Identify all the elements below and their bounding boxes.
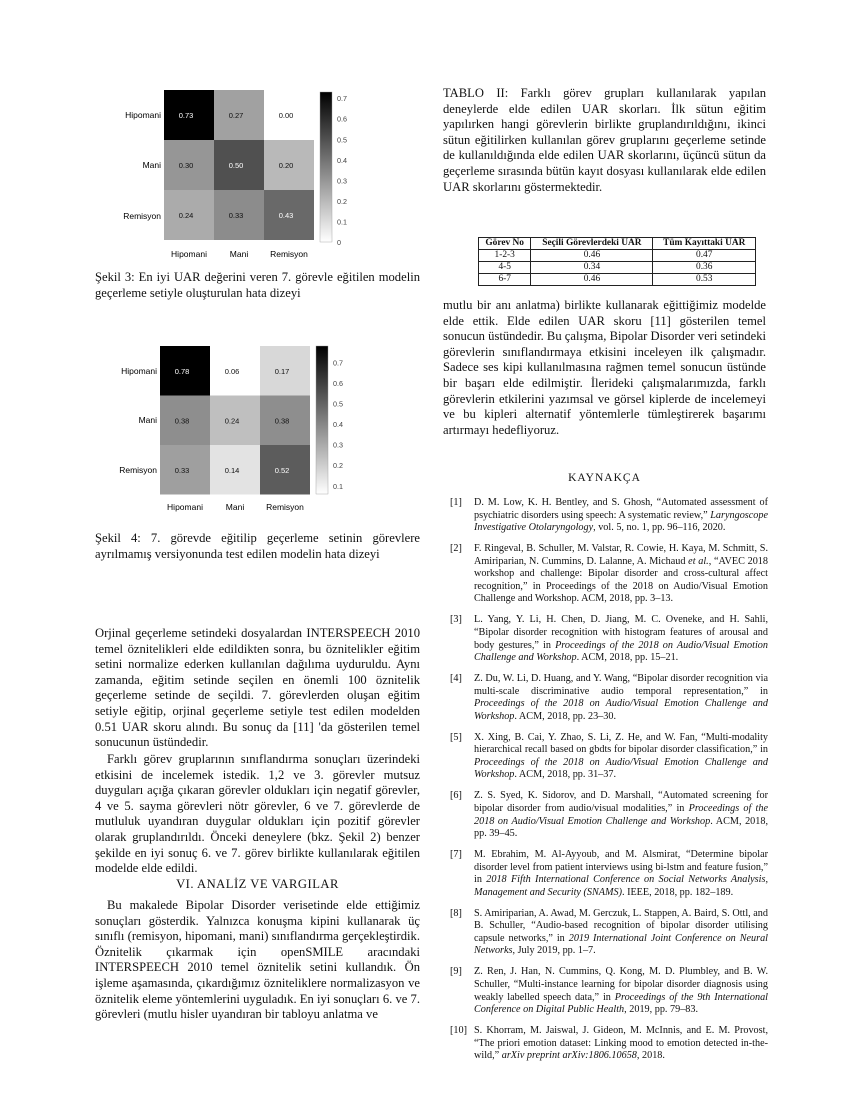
heatmap-cell-value: 0.38: [274, 416, 290, 426]
reference-number: [3]: [450, 614, 462, 626]
table-header: Tüm Kayıttaki UAR: [653, 238, 756, 250]
reference-text: Z. Du, W. Li, D. Huang, and Y. Wang, “Bipolar disorder recognition via multi-scale discriminative audio temporal representation,” in Proceedings of the 2018 on Audio/Visual Emotion Challenge and Workshop. ACM, 2018, pp. 23–30.: [474, 673, 768, 722]
colorbar: [320, 92, 332, 242]
reference-text: Z. S. Syed, K. Sidorov, and D. Marshall, “Automated screening for bipolar disorder from audio/visual modalities,” in Proceedings of the 2018 on Audio/Visual Emotion Challenge and Workshop. ACM, 2018, pp. 39–45.: [474, 790, 768, 840]
figure4-caption: Şekil 4: 7. görevde eğitilip geçerleme setinin görevlere ayrılmamış versiyonunda test edilen modelin hata dizeyi: [95, 531, 420, 561]
fig4-col-label: Mani: [225, 502, 245, 512]
colorbar-tick: 0.3: [337, 176, 347, 186]
reference-text: Z. Ren, J. Han, N. Cummins, Q. Kong, M. D. Plumbley, and B. W. Schuller, “Multi-instance learning for bipolar disorder diagnosis using weakly labelled speech data,” in Proceedings of the 9th International Conference on Digital Public Health, 2019, pp. 79–83.: [474, 966, 768, 1016]
table-caption: TABLO II: Farklı görev grupları kullanılarak yapılan deneylerde elde edilen UAR skorları. İlk sütun eğitim yapılırken hangi görevlerin birlikte gruplandırıldığını, ikinci sütun eğitilirken kullanılan görev gruplarını geçerleme setinde de kullanıldığında elde edilen UAR skorlarını, üçüncü sütun da geçerleme sırasında bütün kayıt dosyası kullanılarak elde edilen UAR skorlarını göstermektedir.: [443, 86, 766, 194]
reference-item: [450, 732, 768, 782]
reference-text: M. Ebrahim, M. Al-Ayyoub, and M. Alsmirat, “Determine bipolar disorder level from patient interviews using bi-lstm and feature fusion,” in 2018 Fifth International Conference on Social Networks Analysis, Management and Security (SNAMS). IEEE, 2018, pp. 182–189.: [474, 849, 768, 898]
paragraph: Orjinal geçerleme setindeki dosyalardan INTERSPEECH 2010 temel öznitelikleri elde edildikten sonra, bu öznitelikler eğitim setini normalize ederken kullanılan dağılıma uyduruldu. Aynı zamanda, eğitim setinde seçilen en önemli 100 öznitelik geçerleme setinde de seçildi. 7. görevlerden oluşan eğitim setiyle eğitip, orjinal geçerleme setiyle test edilen modelden 0.51 UAR skoru alındı. Bu sonuç da [11] 'da gösterilen temel sonucunun üstündedir.: [95, 626, 420, 750]
colorbar-tick: 0: [337, 238, 341, 247]
reference-number: [4]: [450, 673, 462, 685]
reference-text: F. Ringeval, B. Schuller, M. Valstar, R. Cowie, H. Kaya, M. Schmitt, S. Amiriparian, N. Cummins, D. Lalanne, A. Michaud et al., “AVEC 2018 workshop and challenge: Bipolar disorder and cross-cultural affect recognition,” in Proceedings of the 2018 on Audio/Visual Emotion Challenge and Workshop. ACM, 2018, pp. 3–13.: [474, 543, 768, 605]
references-title: KAYNAKÇA: [568, 472, 641, 484]
table-cell: 4-5: [479, 262, 531, 274]
section-title: VI. ANALİZ VE VARGILAR: [176, 877, 339, 891]
reference-number: [9]: [450, 966, 462, 978]
colorbar-tick: 0.6: [333, 379, 343, 388]
colorbar-tick: 0.5: [333, 399, 343, 409]
fig3-row-label: Mani: [142, 160, 161, 170]
reference-item: [450, 497, 768, 535]
heatmap-cell-value: 0.43: [278, 211, 294, 220]
reference-item: [450, 966, 768, 1016]
fig4-col-label: Hipomani: [167, 502, 203, 512]
table-header: Görev No: [479, 238, 531, 250]
reference-item: [450, 614, 768, 664]
table-cell: 0.47: [653, 250, 756, 262]
reference-item: [450, 543, 768, 606]
table-cell: 1-2-3: [479, 250, 531, 262]
heatmap-cell-value: 0.24: [224, 416, 240, 426]
table-row: [479, 274, 756, 286]
heatmap-cell-value: 0.52: [274, 465, 290, 475]
heatmap-cell-value: 0.50: [228, 161, 244, 170]
heatmap-cell-value: 0.38: [174, 416, 190, 426]
heatmap-cell-value: 0.73: [178, 111, 194, 120]
heatmap-cell-value: 0.33: [174, 465, 190, 475]
reference-text: S. Amiriparian, A. Awad, M. Gerczuk, L. Stappen, A. Baird, S. Ottl, and B. Schuller, “Audio-based recognition of bipolar disorder utilising capsule networks,” in 2019 International Joint Conference on Neural Networks, July 2019, pp. 1–7.: [474, 907, 768, 957]
uar-table: [478, 237, 756, 286]
colorbar-tick: 0.5: [337, 135, 347, 145]
colorbar-tick: 0.3: [333, 440, 343, 450]
table-cell: 6-7: [479, 274, 531, 286]
reference-item: [450, 908, 768, 958]
heatmap-cell-value: 0.30: [178, 161, 194, 170]
colorbar-tick: 0.1: [337, 217, 347, 227]
table-cell: 0.34: [531, 262, 653, 274]
table-cell: 0.53: [653, 274, 756, 286]
colorbar-tick: 0.4: [337, 155, 347, 165]
heatmap-cell-value: 0.00: [278, 111, 294, 120]
heatmap-cell-value: 0.27: [228, 111, 244, 120]
references-list: [450, 497, 768, 1071]
colorbar-tick: 0.6: [337, 114, 347, 124]
fig3-col-label: Remisyon: [270, 249, 308, 259]
table-cell: 0.36: [653, 262, 756, 274]
table-cell: 0.46: [531, 274, 653, 286]
reference-number: [2]: [450, 543, 462, 555]
heatmap-cell-value: 0.17: [274, 366, 290, 376]
figure4-heatmap: [95, 343, 365, 515]
reference-number: [5]: [450, 731, 462, 743]
figure3-caption: Şekil 3: En iyi UAR değerini veren 7. görevle eğitilen modelin geçerleme setiyle oluşturulan hata dizeyi: [95, 270, 420, 300]
reference-text: L. Yang, Y. Li, H. Chen, D. Jiang, M. C. Oveneke, and H. Sahli, “Bipolar disorder recognition with histogram features of arousal and body gestures,” in Proceedings of the 2018 on Audio/Visual Emotion Challenge and Workshop. ACM, 2018, pp. 15–21.: [474, 614, 768, 664]
fig4-row-label: Hipomani: [121, 366, 157, 376]
reference-number: [1]: [450, 497, 462, 508]
colorbar-tick: 0.7: [333, 358, 343, 368]
heatmap-cell-value: 0.33: [228, 211, 244, 220]
colorbar-tick: 0.2: [333, 461, 343, 471]
heatmap-cell-value: 0.78: [174, 366, 190, 376]
heatmap-cell-value: 0.24: [178, 211, 194, 220]
colorbar-tick: 0.2: [337, 196, 347, 206]
reference-number: [10]: [450, 1025, 467, 1037]
fig3-row-label: Remisyon: [123, 211, 161, 221]
table-header-row: [479, 238, 756, 250]
heatmap-cell-value: 0.14: [224, 465, 240, 475]
table-row: [479, 250, 756, 262]
fig4-row-label: Mani: [138, 415, 157, 425]
colorbar-tick: 0.1: [333, 481, 343, 491]
reference-text: X. Xing, B. Cai, Y. Zhao, S. Li, Z. He, and W. Fan, “Multi-modality hierarchical recall based on gbdts for bipolar disorder classification,” in Proceedings of the 2018 on Audio/Visual Emotion Challenge and Workshop. ACM, 2018, pp. 31–37.: [474, 731, 768, 781]
fig3-row-label: Hipomani: [125, 110, 161, 120]
reference-number: [6]: [450, 790, 462, 802]
fig4-row-label: Remisyon: [119, 465, 157, 475]
reference-item: [450, 1025, 768, 1063]
reference-number: [7]: [450, 849, 462, 861]
table-row: [479, 262, 756, 274]
table-cell: 0.46: [531, 250, 653, 262]
reference-text: D. M. Low, K. H. Bentley, and S. Ghosh, “Automated assessment of psychiatric disorders using speech: A systematic review,” Laryngoscope Investigative Otolaryngology, vol. 5, no. 1, pp. 96–116, 2020.: [474, 497, 768, 534]
paragraph: mutlu bir anı anlatma) birlikte kullanarak eğittiğimiz modelde elde ettik. Elde edilen UAR skoru [11] gösterilen temel sonucun üstündedir. Bu çalışma, Bipolar Disorder veri setindeki görevlerin sınıflandırmaya etkisini inceleyen ilk çalışmadır. Sadece ses kipi kullanılmasına rağmen temel sonucun üstünde bir başarı elde edilmiştir. İlerideki çalışmalarımızda, farklı görevlerin etkilerini yazımsal ve görsel kiplerde de incelemeyi ve bu kipleri alternatif yöntemlerle tümleştirerek başarımı artırmayı hedefliyoruz.: [443, 298, 766, 437]
reference-item: [450, 673, 768, 723]
heatmap-cell-value: 0.20: [278, 161, 294, 170]
colorbar-tick: 0.7: [337, 94, 347, 104]
paragraph: Bu makalede Bipolar Disorder verisetinde elde ettiğimiz sonuçları gösterdik. Yalnızca konuşma kipini kullanarak üç sınıflı (remisyon, hipomani, mani) sınıflandırma gerçekleştirdik. Öznitelik çıkarmak için openSMILE aracındaki INTERSPEECH 2010 temel öznitelik setini kullandık. Ön işleme aşamasında, çıkardığımız özniteliklere normalizasyon ve öznitelik eleme yöntemlerini uyguladık. En iyi sonuçları 6. ve 7. görevleri (mutlu hisler uyandıran bir tabloyu anlatma ve: [95, 898, 420, 1022]
reference-item: [450, 849, 768, 899]
fig3-col-label: Mani: [229, 249, 249, 259]
paragraph: Farklı görev gruplarının sınıflandırma sonuçları üzerindeki etkisini de incelemek istedik. 1,2 ve 3. görevler mutsuz duyguları açığa çıkaran görevler oldukları için negatif görevler, 4 ve 5. sayma görevleri nötr görevler, 6 ve 7. görevlerde de mutluluk uyandıran duygular oldukları için pozitif görevler olarak gruplandırıldı. Önceki deneylere (bkz. Şekil 2) benzer şekilde en iyi sonuç 6. ve 7. görev birlikte kullanılarak eğitilen modelde elde edildi.: [95, 752, 420, 876]
colorbar: [316, 346, 328, 494]
figure3-heatmap: [95, 82, 365, 264]
colorbar-tick: 0.4: [333, 420, 343, 430]
reference-text: S. Khorram, M. Jaiswal, J. Gideon, M. McInnis, and E. M. Provost, “The priori emotion dataset: Linking mood to emotion detected in-the-wild,” arXiv preprint arXiv:1806.10658, 2018.: [474, 1025, 768, 1062]
heatmap-cell-value: 0.06: [224, 366, 240, 376]
table-header: Seçili Görevlerdeki UAR: [531, 238, 653, 250]
reference-number: [8]: [450, 907, 462, 919]
fig3-col-label: Hipomani: [171, 249, 207, 259]
fig4-col-label: Remisyon: [266, 502, 304, 512]
reference-item: [450, 790, 768, 840]
